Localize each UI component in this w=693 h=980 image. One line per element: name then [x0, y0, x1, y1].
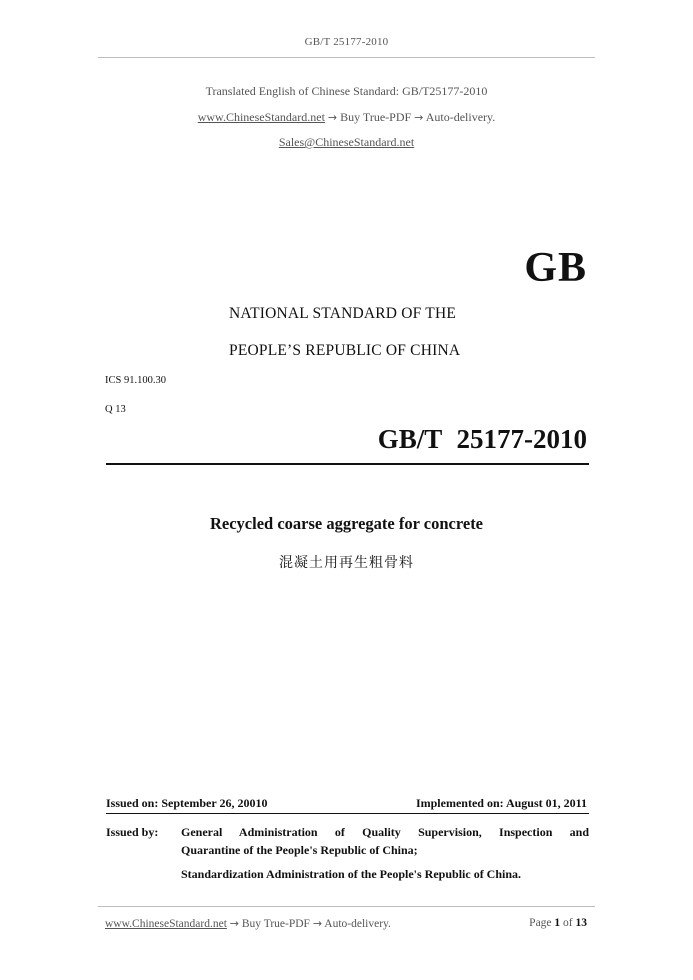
implemented-on-date: August 01, 2011 [505, 796, 587, 810]
implemented-on [416, 796, 587, 811]
page-word: Page [529, 917, 552, 929]
national-standard-heading: NATIONAL STANDARD OF THE [229, 305, 457, 322]
issuer-line-3: Standardization Administration of the People's Republic of China. [181, 867, 522, 881]
sales-email-link[interactable]: Sales@ChineseStandard.net [278, 135, 415, 149]
translation-notice: Translated English of Chinese Standard: GB/T25177-2010 [205, 84, 488, 98]
of-word: of [563, 917, 573, 929]
document-title-chinese: 混凝土用再生粗骨料 [279, 555, 414, 571]
standard-number: GB/T 25177-2010 [377, 424, 587, 454]
issued-on-label: Issued on: [106, 796, 159, 810]
chinesestandard-link[interactable]: www.ChineseStandard.net [197, 110, 325, 124]
arrow-right-icon: → [312, 917, 323, 930]
issued-on [106, 796, 267, 811]
page-header: GB/T 25177-2010 [304, 36, 389, 48]
buy-true-pdf-text: Buy True-PDF [340, 110, 412, 124]
dates-divider [106, 813, 589, 814]
footer-divider [98, 906, 595, 907]
title-divider [106, 463, 589, 465]
footer-delivery-text: Auto-delivery. [324, 918, 391, 930]
header-divider [98, 57, 595, 58]
footer-buy-text: Buy True-PDF [241, 918, 310, 930]
issued-by-label: Issued by: [106, 825, 159, 839]
footer-promo [105, 917, 391, 930]
issuer-line-1: General Administration of Quality Supervision, Inspection and [181, 825, 589, 839]
footer-chinesestandard-link[interactable]: www.ChineseStandard.net [105, 918, 227, 930]
ics-code: ICS 91.100.30 [105, 375, 166, 386]
implemented-on-label: Implemented on: [415, 796, 504, 810]
promo-line [0, 110, 693, 125]
auto-delivery-text: Auto-delivery. [425, 110, 496, 124]
issued-by-block [106, 823, 589, 883]
issuer-line-2: Quarantine of the People's Republic of China; [181, 843, 418, 857]
page-indicator [529, 917, 587, 929]
ccs-code: Q 13 [105, 404, 126, 415]
sales-email-line [0, 135, 693, 150]
document-title-english: Recycled coarse aggregate for concrete [209, 514, 484, 533]
country-heading: PEOPLE’S REPUBLIC OF CHINA [229, 342, 461, 359]
arrow-right-icon: → [327, 111, 338, 124]
gb-logo: GB [524, 245, 587, 291]
issued-on-date: September 26, 20010 [161, 796, 268, 810]
arrow-right-icon: → [229, 917, 239, 930]
page-total: 13 [575, 917, 587, 929]
arrow-right-icon: → [414, 111, 424, 124]
page-number: 1 [554, 917, 561, 929]
